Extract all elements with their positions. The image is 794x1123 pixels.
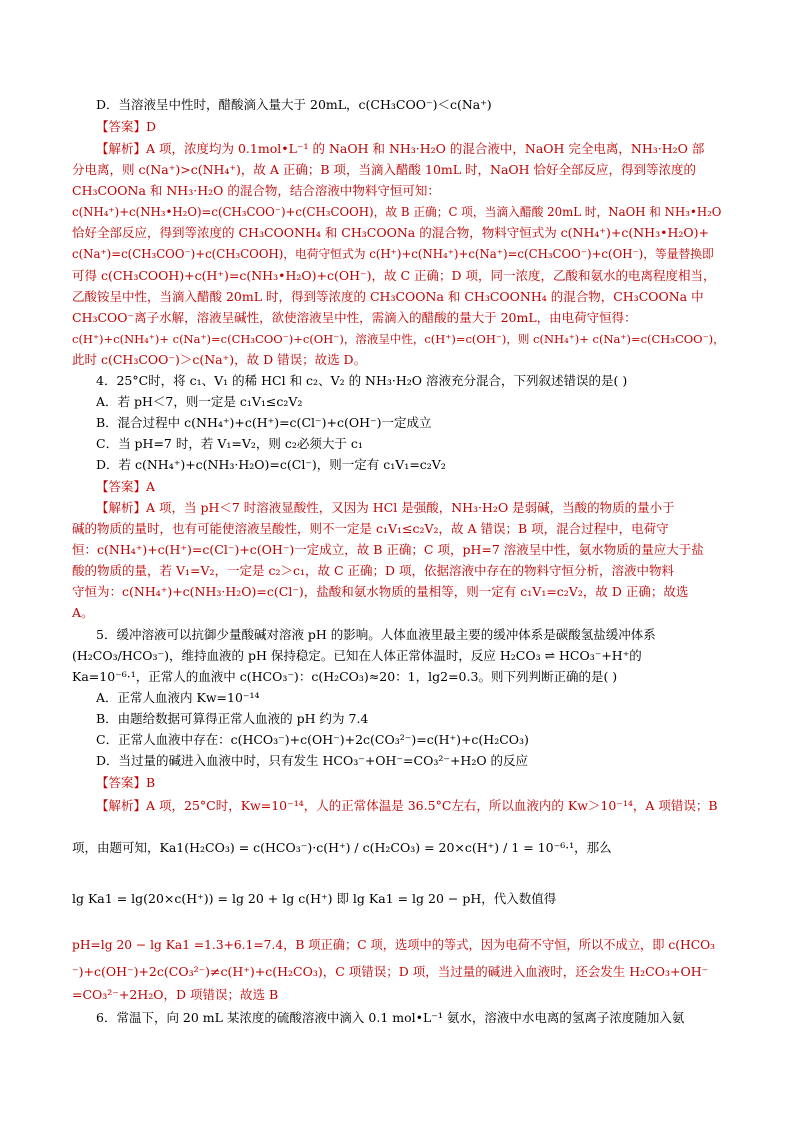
text-line: CH₃COO⁻离子水解，溶液呈碱性，欲使溶液呈中性，需滴入的醋酸的量大于 20mL，由电荷守恒得：	[72, 310, 637, 325]
equation-line: lg Ka1 = lg(20×c(H⁺)) = lg 20 + lg c(H⁺) 即 lg Ka1 = lg 20 − pH，代入数值得	[72, 891, 557, 906]
option-c: C．当 pH=7 时，若 V₁=V₂，则 c₂必须大于 c₁	[96, 436, 363, 451]
text-line: 恰好全部反应，得到等浓度的 CH₃COONH₄ 和 CH₃COONa 的混合物，物料守恒式为 c(NH₄⁺)+c(NH₃•H₂O)+	[72, 225, 709, 240]
text-line: c(NH₄⁺)+c(NH₃•H₂O)=c(CH₃COO⁻)+c(CH₃COOH)，故 B 正确；C 项，当滴入醋酸 20mL 时，NaOH 和 NH₃•H₂O	[72, 205, 722, 219]
text-line: 酸的物质的量，若 V₁=V₂，一定是 c₂＞c₁，故 C 正确；D 项，依据溶液中存在的物料守恒分析，溶液中物料	[72, 563, 675, 578]
text-line: 分电离，则 c(Na⁺)>c(NH₄⁺)，故 A 正确；B 项，当滴入醋酸 10mL 时，NaOH 恰好全部反应，得到等浓度的	[72, 162, 697, 177]
text-line: pH=lg 20 − lg Ka1 =1.3+6.1=7.4，B 项正确；C 项，选项中的等式，因为电荷不守恒，所以不成立，即 c(HCO₃	[72, 938, 716, 952]
text-line: 碱的物质的量时，也有可能使溶液呈酸性，则不一定是 c₁V₁≤c₂V₂，故 A 错误；B 项，混合过程中，电荷守	[72, 521, 669, 536]
text-line: (H₂CO₃/HCO₃⁻)，维持血液的 pH 保持稳定。已知在人体正常体温时，反应 H₂CO₃ ⇌ HCO₃⁻+H⁺的	[72, 648, 642, 663]
text-line: 【解析】A 项，浓度均为 0.1mol•L⁻¹ 的 NaOH 和 NH₃·H₂O 的混合液中，NaOH 完全电离，NH₃·H₂O 部	[96, 141, 705, 156]
text-line: D．当溶液呈中性时，醋酸滴入量大于 20mL，c(CH₃COO⁻)＜c(Na⁺)	[96, 97, 492, 112]
text-line: 可得 c(CH₃COOH)+c(H⁺)=c(NH₃•H₂O)+c(OH⁻)，故 C 正确；D 项，同一浓度，乙酸和氨水的电离程度相当，	[72, 268, 716, 283]
text-line: c(Na⁺)=c(CH₃COO⁻)+c(CH₃COOH)，电荷守恒式为 c(H⁺)+c(NH₄⁺)+c(Na⁺)=c(CH₃COO⁻)+c(OH⁻)，等量替换即	[72, 247, 714, 261]
text-line: 乙酸铵呈中性，当滴入醋酸 20mL 时，得到等浓度的 CH₃COONa 和 CH₃COONH₄ 的混合物，CH₃COONa 中	[72, 289, 704, 304]
text-line: 【解析】A 项，当 pH＜7 时溶液显酸性，又因为 HCl 是强酸，NH₃·H₂O 是弱碱，当酸的物质的量小于	[96, 500, 675, 515]
option-d: D．若 c(NH₄⁺)+c(NH₃·H₂O)=c(Cl⁻)，则一定有 c₁V₁=c₂V₂	[96, 457, 446, 472]
text-line: 守恒为：c(NH₄⁺)+c(NH₃·H₂O)=c(Cl⁻)，盐酸和氨水物质的量相等，则一定有 c₁V₁=c₂V₂，故 D 正确；故选	[72, 584, 689, 599]
question-5: 5．缓冲溶液可以抗御少量酸碱对溶液 pH 的影响。人体血液里最主要的缓冲体系是碳酸氢盐缓冲体系	[96, 627, 656, 642]
answer-label: 【答案】D	[96, 119, 157, 134]
question-6: 6．常温下，向 20 mL 某浓度的硫酸溶液中滴入 0.1 mol•L⁻¹ 氨水，溶液中水电离的氢离子浓度随加入氨	[96, 1010, 685, 1025]
option-d: D．当过量的碱进入血液中时，只有发生 HCO₃⁻+OH⁻=CO₃²⁻+H₂O 的反应	[96, 753, 529, 768]
text-line: 【解析】A 项，25°C时，Kw=10⁻¹⁴，人的正常体温是 36.5°C左右，所以血液内的 Kw＞10⁻¹⁴，A 项错误；B	[96, 798, 718, 813]
option-c: C．正常人血液中存在：c(HCO₃⁻)+c(OH⁻)+2c(CO₃²⁻)=c(H⁺)+c(H₂CO₃)	[96, 732, 529, 747]
text-line: A。	[72, 605, 94, 620]
text-line: Ka=10⁻⁶·¹，正常人的血液中 c(HCO₃⁻)：c(H₂CO₃)≈20：1，lg2=0.3。则下列判断正确的是( )	[72, 669, 618, 684]
question-4: 4．25°C时，将 c₁、V₁ 的稀 HCl 和 c₂、V₂ 的 NH₃·H₂O 溶液充分混合，下列叙述错误的是( )	[96, 373, 628, 388]
answer-label: 【答案】A	[96, 479, 156, 494]
option-b: B．混合过程中 c(NH₄⁺)+c(H⁺)=c(Cl⁻)+c(OH⁻)一定成立	[96, 415, 432, 430]
option-a: A．若 pH＜7，则一定是 c₁V₁≤c₂V₂	[96, 394, 303, 409]
text-line: ⁻)+c(OH⁻)+2c(CO₃²⁻)≠c(H⁺)+c(H₂CO₃)，C 项错误；D 项，当过量的碱进入血液时，还会发生 H₂CO₃+OH⁻	[72, 964, 709, 979]
text-line: 此时 c(CH₃COO⁻)＞c(Na⁺)，故 D 错误；故选 D。	[72, 352, 367, 367]
answer-label: 【答案】B	[96, 775, 156, 790]
equation-line: 项，由题可知，Ka1(H₂CO₃) = c(HCO₃⁻)·c(H⁺) / c(H₂CO₃) = 20×c(H⁺) / 1 = 10⁻⁶·¹，那么	[72, 840, 612, 855]
text-line: =CO₃²⁻+2H₂O，D 项错误；故选 B	[72, 987, 279, 1002]
option-b: B．由题给数据可算得正常人血液的 pH 约为 7.4	[96, 711, 369, 726]
option-a: A．正常人血液内 Kw=10⁻¹⁴	[96, 690, 260, 705]
text-line: CH₃COONa 和 NH₃·H₂O 的混合物，结合溶液中物料守恒可知：	[72, 183, 440, 198]
text-line: 恒：c(NH₄⁺)+c(H⁺)=c(Cl⁻)+c(OH⁻)一定成立，故 B 正确；C 项，pH=7 溶液呈中性，氨水物质的量应大于盐	[72, 542, 704, 557]
text-line: c(H⁺)+c(NH₄⁺)+ c(Na⁺)=c(CH₃COO⁻)+c(OH⁻)，溶液呈中性，c(H⁺)=c(OH⁻)，则 c(NH₄⁺)+ c(Na⁺)=c(CH₃COO⁻)，	[72, 332, 725, 346]
